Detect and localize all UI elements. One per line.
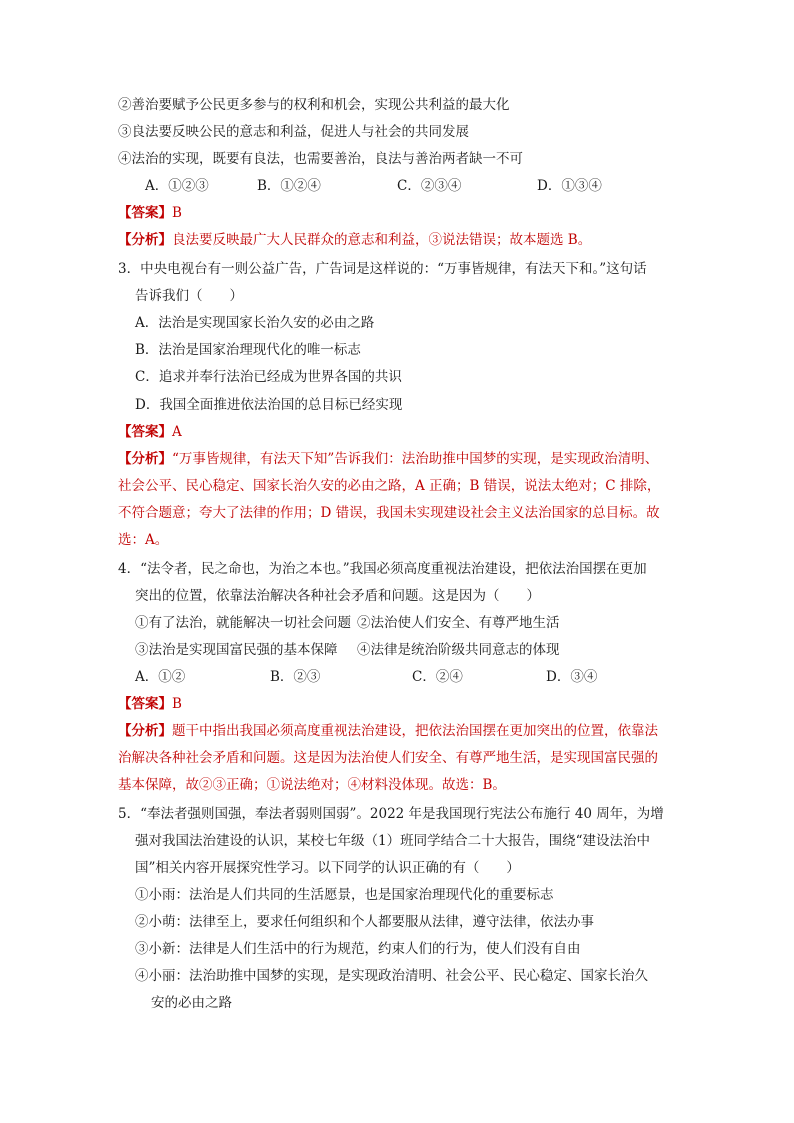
q5-statement-3: ③小新：法律是人们生活中的行为规范，约束人们的行为，使人们没有自由 [135, 941, 581, 957]
q5-stem-line-2: 强对我国法治建设的认识，某校七年级（1）班同学结合二十大报告，围绕“建设法治中 [135, 833, 650, 849]
prev-option-c: C．②③④ [397, 178, 462, 194]
analysis-text: 良法要反映最广大人民群众的意志和利益，③说法错误；故本题选 B。 [172, 232, 592, 248]
q4-answer [118, 695, 182, 713]
q4-statement-3: ③法治是实现国富民强的基本保障 [135, 642, 338, 658]
q5-statement-1: ①小雨：法治是人们共同的生活愿景，也是国家治理现代化的重要标志 [135, 887, 554, 903]
answer-value: B [172, 205, 182, 221]
q5-stem-line-1: 5．“奉法者强则国强，奉法者弱则国弱”。2022 年是我国现行宪法公布施行 40 周年，为增 [118, 806, 664, 822]
prev-analysis [118, 231, 591, 249]
q4-statement-2: ②法治使人们安全、有尊严地生活 [357, 615, 560, 631]
answer-value: B [172, 696, 182, 712]
prev-statement-2: ②善治要赋予公民更多参与的权利和机会，实现公共利益的最大化 [118, 97, 510, 113]
q3-answer [118, 423, 182, 441]
q3-stem-line-2: 告诉我们（ ） [135, 288, 243, 304]
q4-option-c: C．②④ [412, 669, 463, 685]
q4-stem-line-1: 4．“法令者，民之命也，为治之本也。”我国必须高度重视法治建设，把依法治国摆在更加 [118, 561, 647, 577]
prev-statement-3: ③良法要反映公民的意志和利益，促进人与社会的共同发展 [118, 124, 469, 140]
prev-option-a: A．①②③ [145, 178, 209, 194]
prev-option-b: B．①②④ [257, 178, 321, 194]
analysis-label: 【分析】 [118, 451, 172, 467]
analysis-text: 题干中指出我国必须高度重视法治建设，把依法治国摆在更加突出的位置，依靠法 [172, 723, 658, 739]
analysis-label: 【分析】 [118, 232, 172, 248]
answer-label: 【答案】 [118, 424, 172, 440]
q4-analysis-line-1 [118, 722, 658, 740]
prev-option-d: D．①③④ [537, 178, 602, 194]
q5-statement-2: ②小萌：法律至上，要求任何组织和个人都要服从法律，遵守法律，依法办事 [135, 914, 594, 930]
q4-statement-4: ④法律是统治阶级共同意志的体现 [357, 642, 560, 658]
q4-stem-line-2: 突出的位置，依靠法治解决各种社会矛盾和问题。这是因为（ ） [135, 588, 540, 604]
analysis-text: “万事皆规律，有法天下知”告诉我们：法治助推中国梦的实现，是实现政治清明、 [172, 451, 659, 467]
q3-option-b: B．法治是国家治理现代化的唯一标志 [135, 342, 361, 358]
answer-label: 【答案】 [118, 696, 172, 712]
q5-statement-4-line-2: 安的必由之路 [151, 995, 232, 1011]
q5-statement-4-line-1: ④小丽：法治助推中国梦的实现，是实现政治清明、社会公平、民心稳定、国家长治久 [135, 968, 648, 984]
q3-analysis-line-1 [118, 450, 658, 468]
q4-statement-1: ①有了法治，就能解决一切社会问题 [135, 615, 351, 631]
q3-option-d: D．我国全面推进依法治国的总目标已经实现 [135, 397, 403, 413]
analysis-label: 【分析】 [118, 723, 172, 739]
q4-option-d: D．③④ [546, 669, 598, 685]
q5-stem-line-3: 国”相关内容开展探究性学习。以下同学的认识正确的有（ ） [135, 860, 520, 876]
q4-analysis-line-3: 基本保障，故②③正确；①说法绝对；④材料没体现。故选：B。 [118, 777, 506, 793]
answer-label: 【答案】 [118, 205, 172, 221]
q3-option-c: C．追求并奉行法治已经成为世界各国的共识 [135, 369, 402, 385]
q4-option-b: B．②③ [270, 669, 321, 685]
q3-analysis-line-2: 社会公平、民心稳定、国家长治久安的必由之路，A 正确；B 错误，说法太绝对；C 排除， [118, 478, 661, 494]
q3-stem-line-1: 3．中央电视台有一则公益广告，广告词是这样说的：“万事皆规律，有法天下和。”这句话 [118, 261, 647, 277]
q4-analysis-line-2: 治解决各种社会矛盾和问题。这是因为法治使人们安全、有尊严地生活，是实现国富民强的 [118, 750, 658, 766]
q4-option-a: A．①② [135, 669, 186, 685]
prev-answer [118, 204, 182, 222]
q3-option-a: A．法治是实现国家长治久安的必由之路 [135, 315, 375, 331]
q3-analysis-line-3: 不符合题意；夸大了法律的作用；D 错误，我国未实现建设社会主义法治国家的总目标。故 [118, 505, 660, 521]
answer-value: A [172, 424, 182, 440]
q3-analysis-line-4: 选：A。 [118, 532, 169, 548]
prev-statement-4: ④法治的实现，既要有良法，也需要善治，良法与善治两者缺一不可 [118, 151, 523, 167]
